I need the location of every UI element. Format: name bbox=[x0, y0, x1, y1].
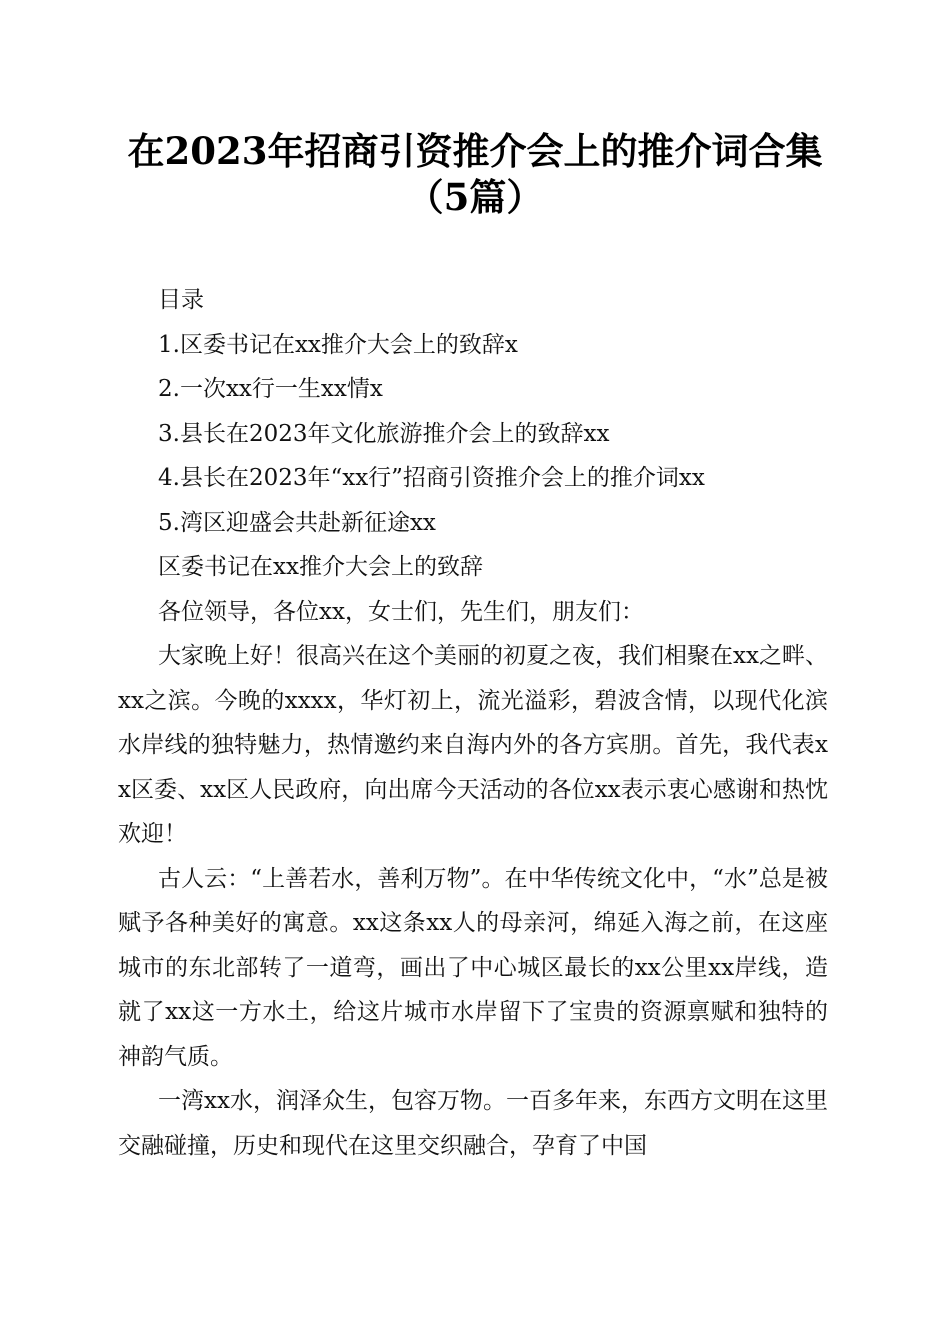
toc-item: 3.县长在2023年文化旅游推介会上的致辞xx bbox=[158, 420, 610, 447]
toc-item: 1.区委书记在xx推介大会上的致辞x bbox=[158, 331, 518, 358]
toc-heading: 目录 bbox=[158, 287, 204, 313]
document-title: 在2023年招商引资推介会上的推介词合集（5篇） bbox=[127, 129, 823, 219]
toc-item: 2.一次xx行一生xx情x bbox=[158, 376, 383, 402]
salutation: 各位领导，各位xx，女士们，先生们，朋友们： bbox=[158, 598, 644, 625]
section-title: 区委书记在xx推介大会上的致辞 bbox=[158, 554, 483, 580]
document-body bbox=[118, 278, 828, 1168]
body-paragraph: 大家晚上好！很高兴在这个美丽的初夏之夜，我们相聚在xx之畔、xx之滨。今晚的xxxx，华灯初上，流光溢彩，碧波含情，以现代化滨水岸线的独特魅力，热情邀约来自海内外的各方宾朋。首先，我代表xx区委、xx区人民政府，向出席今天活动的各位xx表示衷心感谢和热忱欢迎！ bbox=[118, 643, 828, 847]
body-paragraph: 一湾xx水，润泽众生，包容万物。一百多年来，东西方文明在这里交融碰撞，历史和现代在这里交织融合，孕育了中国 bbox=[118, 1088, 828, 1159]
toc-item: 4.县长在2023年“xx行”招商引资推介会上的推介词xx bbox=[158, 465, 705, 491]
toc-item: 5.湾区迎盛会共赴新征途xx bbox=[158, 509, 436, 536]
body-paragraph: 古人云：“上善若水，善利万物”。在中华传统文化中，“水”总是被赋予各种美好的寓意。xx这条xx人的母亲河，绵延入海之前，在这座城市的东北部转了一道弯，画出了中心城区最长的xx公里xx岸线，造就了xx这一方水土，给这片城市水岸留下了宝贵的资源禀赋和独特的神韵气质。 bbox=[118, 865, 828, 1070]
